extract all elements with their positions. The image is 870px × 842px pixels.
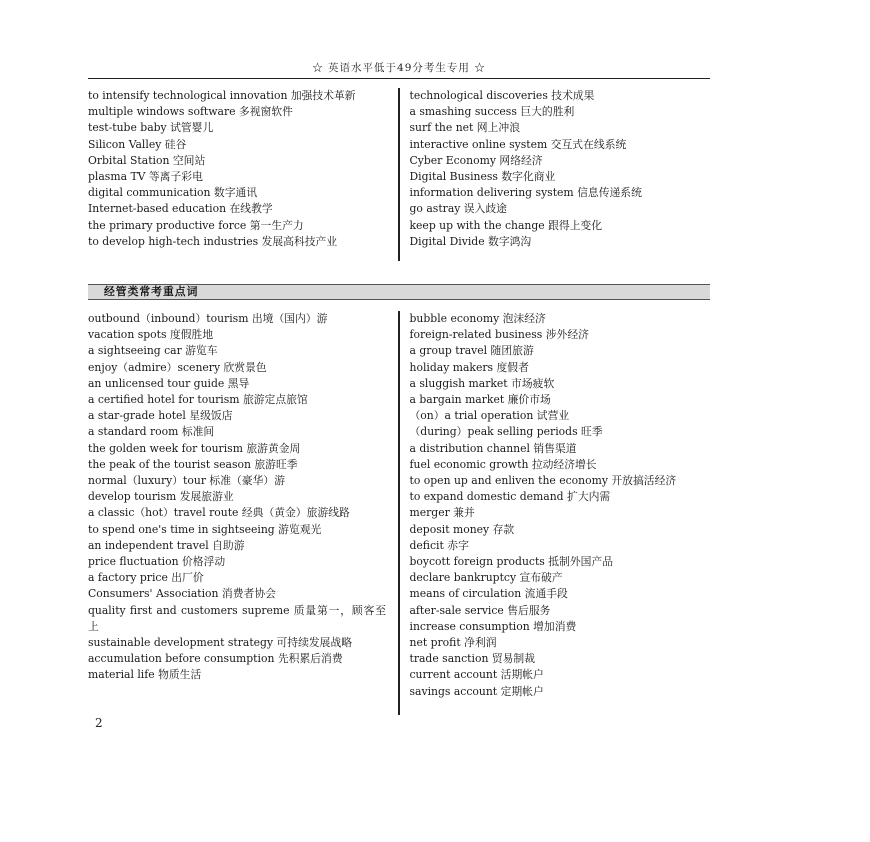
- vocab-entry: merger 兼并: [409, 506, 475, 520]
- section-heading-bar: [88, 284, 710, 300]
- vocab-entry: outbound（inbound）tourism 出境（国内）游: [88, 312, 328, 325]
- vocab-entry: fuel economic growth 拉动经济增长: [409, 457, 597, 471]
- vocab-entry: develop tourism 发展旅游业: [88, 490, 234, 504]
- vocab-entry: Orbital Station 空间站: [88, 153, 206, 167]
- vocab-entry: normal（luxury）tour 标准（豪华）游: [88, 474, 286, 488]
- vocab-entry: Silicon Valley 硅谷: [88, 137, 187, 151]
- vocab-entry: quality first and customers supreme 质量第一，顾客至上: [88, 603, 386, 633]
- vocab-entry: surf the net 网上冲浪: [409, 121, 520, 135]
- running-header: ☆ 英语水平低于49分考生专用 ☆: [312, 62, 486, 74]
- vocab-entry: sustainable development strategy 可持续发展战略: [88, 636, 353, 650]
- vocab-entry: a certified hotel for tourism 旅游定点旅馆: [88, 393, 308, 407]
- tech-vocab-block: [88, 88, 710, 261]
- vocab-entry: （during）peak selling periods 旺季: [409, 425, 603, 439]
- vocab-entry: a star-grade hotel 星级饭店: [88, 409, 233, 423]
- vocab-entry: an unlicensed tour guide 黑导: [88, 376, 250, 390]
- vocab-entry: savings account 定期帐户: [409, 684, 544, 698]
- vocab-entry: net profit 净利润: [409, 636, 497, 650]
- vocab-entry: a factory price 出厂价: [88, 571, 204, 585]
- vocab-entry: a sluggish market 市场疲软: [409, 376, 555, 390]
- vocab-entry: information delivering system 信息传递系统: [409, 186, 642, 200]
- vocab-entry: enjoy（admire）scenery 欣赏景色: [88, 360, 267, 374]
- vocab-entry: price fluctuation 价格浮动: [88, 555, 226, 569]
- business-vocab-right-column: [400, 311, 710, 715]
- tech-vocab-left-column: [88, 88, 398, 261]
- vocab-entry: a distribution channel 销售渠道: [409, 441, 577, 455]
- vocab-entry: multiple windows software 多视窗软件: [88, 105, 293, 119]
- vocab-entry: digital communication 数字通讯: [88, 186, 258, 200]
- vocab-entry: to open up and enliven the economy 开放搞活经济: [409, 474, 677, 488]
- vocab-entry: current account 活期帐户: [409, 668, 544, 682]
- vocab-entry: Internet-based education 在线教学: [88, 202, 273, 216]
- vocab-entry: Digital Divide 数字鸿沟: [409, 234, 532, 248]
- vocab-entry: a smashing success 巨大的胜利: [409, 105, 575, 119]
- vocab-entry: interactive online system 交互式在线系统: [409, 137, 627, 151]
- vocab-entry: a group travel 随团旅游: [409, 344, 534, 358]
- vocab-entry: holiday makers 度假者: [409, 360, 529, 374]
- vocab-entry: to spend one's time in sightseeing 游览观光: [88, 522, 322, 536]
- vocab-entry: declare bankruptcy 宣布破产: [409, 571, 563, 585]
- vocab-entry: vacation spots 度假胜地: [88, 328, 214, 342]
- vocab-entry: the peak of the tourist season 旅游旺季: [88, 457, 298, 471]
- vocab-entry: after-sale service 售后服务: [409, 603, 551, 617]
- business-vocab-block: [88, 311, 710, 715]
- vocab-entry: technological discoveries 技术成果: [409, 89, 595, 102]
- vocab-entry: to develop high-tech industries 发展高科技产业: [88, 234, 338, 248]
- vocab-entry: the golden week for tourism 旅游黄金周: [88, 441, 301, 455]
- vocab-entry: bubble economy 泡沫经济: [409, 312, 546, 325]
- vocab-entry: a sightseeing car 游览车: [88, 344, 218, 358]
- vocab-entry: plasma TV 等离子彩电: [88, 170, 203, 184]
- header-rule: [88, 78, 710, 79]
- vocab-entry: increase consumption 增加消费: [409, 619, 577, 633]
- business-vocab-left-column: [88, 311, 398, 715]
- vocab-entry: test-tube baby 试管婴儿: [88, 121, 214, 135]
- vocab-entry: Digital Business 数字化商业: [409, 170, 556, 184]
- vocab-entry: Consumers' Association 消费者协会: [88, 587, 276, 601]
- vocab-entry: means of circulation 流通手段: [409, 587, 568, 601]
- vocab-entry: go astray 误入歧途: [409, 202, 507, 216]
- vocab-entry: trade sanction 贸易制裁: [409, 652, 536, 666]
- vocab-entry: a classic（hot）travel route 经典（黄金）旅游线路: [88, 506, 350, 520]
- tech-vocab-right-column: [400, 88, 710, 261]
- vocab-entry: to intensify technological innovation 加强技术革新: [88, 89, 356, 102]
- vocab-entry: a standard room 标准间: [88, 425, 215, 439]
- vocab-entry: the primary productive force 第一生产力: [88, 218, 304, 232]
- vocab-entry: an independent travel 自助游: [88, 538, 245, 552]
- vocab-entry: deficit 赤字: [409, 538, 469, 552]
- vocab-entry: keep up with the change 跟得上变化: [409, 218, 603, 232]
- vocab-entry: accumulation before consumption 先积累后消费: [88, 652, 343, 666]
- vocab-entry: foreign-related business 涉外经济: [409, 328, 589, 342]
- vocab-entry: （on）a trial operation 试营业: [409, 409, 570, 423]
- vocab-entry: deposit money 存款: [409, 522, 515, 536]
- section-title: 经管类常考重点词: [104, 285, 199, 298]
- vocab-entry: material life 物质生活: [88, 668, 202, 682]
- vocab-entry: Cyber Economy 网络经济: [409, 153, 543, 167]
- vocab-entry: to expand domestic demand 扩大内需: [409, 490, 611, 504]
- vocab-entry: a bargain market 廉价市场: [409, 393, 551, 407]
- vocab-entry: boycott foreign products 抵制外国产品: [409, 555, 614, 569]
- page-number: 2: [95, 716, 103, 730]
